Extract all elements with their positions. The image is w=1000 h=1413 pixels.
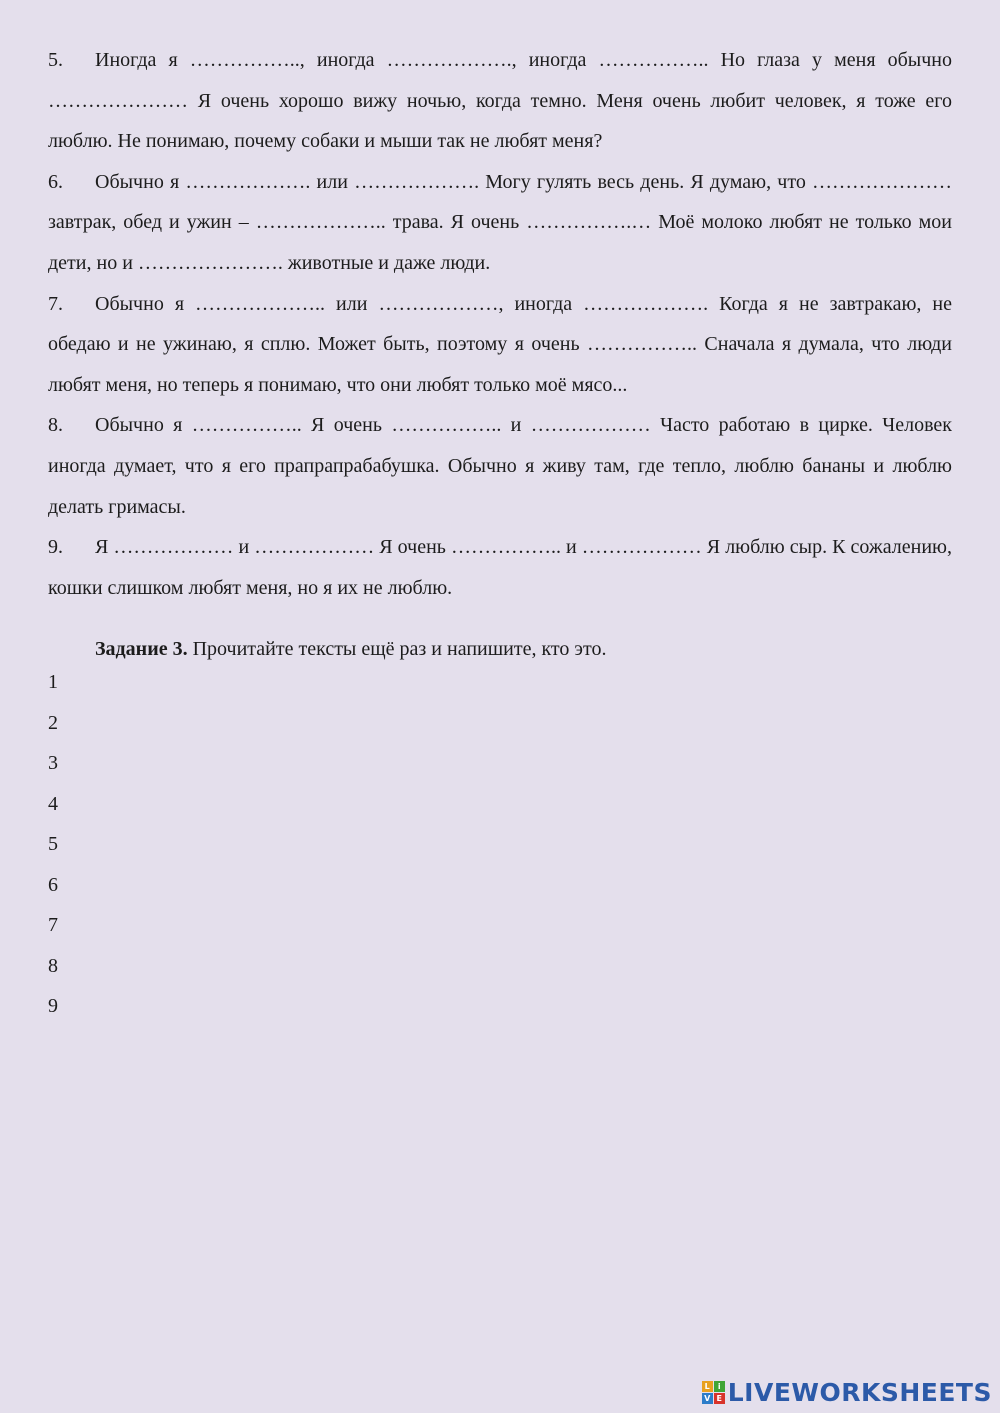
answer-list — [48, 662, 952, 1027]
paragraph-text: Обычно я ……………….. или ………………, иногда ………………. Когда я не завтракаю, не обедаю и не ужинаю, я сплю. Может быть, поэтому я очень …………….. Сначала я думала, что люди любят меня, но теперь я понимаю, что они любят только моё мясо... — [48, 292, 952, 396]
answer-line-6: 6 — [48, 873, 58, 896]
paragraph-9 — [48, 527, 952, 608]
worksheet-page — [48, 40, 952, 1027]
answer-line-8: 8 — [48, 954, 58, 977]
paragraph-text: Я ……………… и ……………… Я очень …………….. и ……………… Я люблю сыр. К сожалению, кошки слишком любят меня, но я их не люблю. — [48, 536, 952, 599]
task-3-heading — [48, 636, 952, 662]
paragraph-number: 8. — [48, 414, 63, 437]
logo-tile-i: i — [714, 1381, 725, 1392]
paragraph-7 — [48, 284, 952, 406]
answer-line-2: 2 — [48, 711, 58, 734]
answer-line-9: 9 — [48, 995, 58, 1018]
paragraph-text: Обычно я …………….. Я очень …………….. и ……………… Часто работаю в цирке. Человек иногда думает, что я его прапрапрабабушка. Обычно я живу там, где тепло, люблю бананы и люблю делать гримасы. — [48, 414, 952, 518]
task-title: Задание 3. — [95, 638, 188, 661]
answer-line-1: 1 — [48, 671, 58, 694]
paragraph-text: Иногда я …………….., иногда ………………., иногда …………….. Но глаза у меня обычно ………………… Я очень хорошо вижу ночью, когда темно. Меня очень любит человек, я тоже его люблю. Не понимаю, почему собаки и мыши так не любят меня? — [48, 49, 952, 153]
paragraph-number: 9. — [48, 536, 63, 559]
paragraph-5 — [48, 40, 952, 162]
logo-tile-e: E — [714, 1393, 725, 1404]
task-instruction: Прочитайте тексты ещё раз и напишите, кто это. — [187, 638, 607, 661]
paragraph-number: 5. — [48, 49, 63, 71]
logo-mark-icon — [702, 1381, 725, 1404]
answer-line-3: 3 — [48, 752, 58, 775]
answer-line-5: 5 — [48, 833, 58, 856]
logo-tile-v: V — [702, 1393, 713, 1404]
answer-line-4: 4 — [48, 792, 58, 815]
paragraph-6 — [48, 162, 952, 284]
liveworksheets-logo — [702, 1378, 992, 1407]
logo-tile-l: L — [702, 1381, 713, 1392]
paragraph-number: 6. — [48, 170, 63, 193]
paragraph-text: Обычно я ………………. или ………………. Могу гулять весь день. Я думаю, что ………………… завтрак, обед и ужин – ……………….. трава. Я очень …………….… Моё молоко любят не только мои дети, но и …………………. животные и даже люди. — [48, 170, 952, 274]
answer-line-7: 7 — [48, 914, 58, 937]
paragraph-number: 7. — [48, 292, 63, 315]
paragraph-8 — [48, 405, 952, 527]
logo-text: LIVEWORKSHEETS — [727, 1378, 992, 1407]
